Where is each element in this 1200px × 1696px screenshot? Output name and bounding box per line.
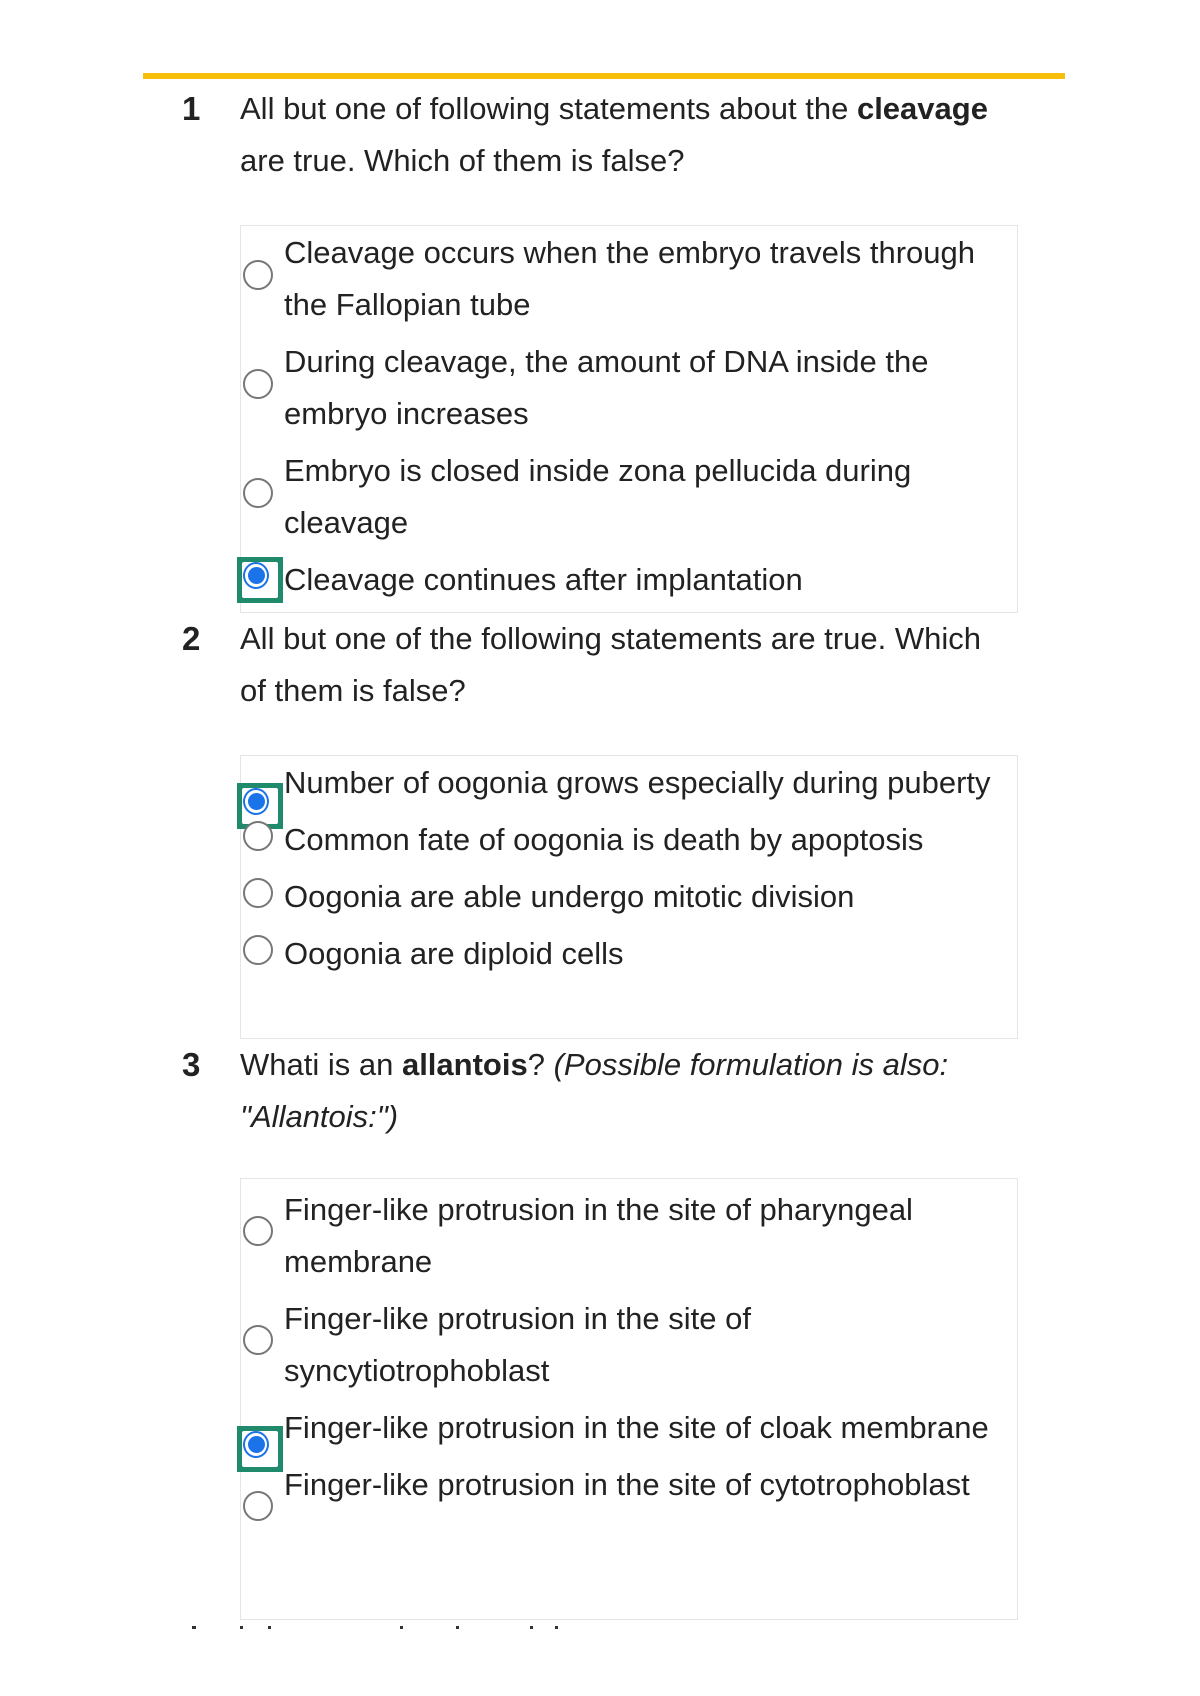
answer-label[interactable]: Finger-like protrusion in the site of pharyngeal membrane — [284, 1192, 913, 1279]
answer-label[interactable]: Oogonia are diploid cells — [284, 936, 624, 971]
question-keyword: allantois — [401, 1047, 528, 1082]
answer-box-3 — [240, 1178, 1018, 1620]
radio-unselected-icon[interactable] — [243, 878, 273, 908]
cutoff-next-question — [180, 1626, 800, 1630]
answer-box-1 — [240, 225, 1018, 613]
radio-unselected-icon[interactable] — [243, 369, 273, 399]
question-text-part: are true. Which of them is false? — [240, 143, 685, 178]
question-number: 1 — [182, 90, 201, 127]
answer-label[interactable]: Common fate of oogonia is death by apoptosis — [284, 822, 924, 857]
radio-unselected-icon[interactable] — [243, 1491, 273, 1521]
radio-unselected-icon[interactable] — [243, 1325, 273, 1355]
radio-unselected-icon[interactable] — [243, 1216, 273, 1246]
answer-label[interactable]: Oogonia are able undergo mitotic division — [284, 879, 855, 914]
answer-option[interactable] — [241, 814, 1017, 866]
question-text-part: All but one of following statements about the — [240, 91, 857, 126]
answer-label[interactable]: Embryo is closed inside zona pellucida during cleavage — [284, 453, 912, 540]
radio-unselected-icon[interactable] — [243, 478, 273, 508]
radio-unselected-icon[interactable] — [243, 260, 273, 290]
answer-option-selected[interactable] — [241, 757, 1017, 809]
answer-option[interactable] — [241, 928, 1017, 980]
question-text-part: ? — [527, 1047, 554, 1082]
answer-label[interactable]: Finger-like protrusion in the site of syncytiotrophoblast — [284, 1301, 751, 1388]
answer-option-selected[interactable] — [241, 554, 1017, 606]
radio-selected-icon[interactable] — [237, 557, 283, 603]
answer-label[interactable]: Cleavage occurs when the embryo travels through the Fallopian tube — [284, 235, 975, 322]
radio-unselected-icon[interactable] — [243, 935, 273, 965]
answer-option[interactable] — [241, 1184, 1017, 1288]
answer-label[interactable]: Number of oogonia grows especially during puberty — [284, 765, 991, 800]
answer-label[interactable]: Finger-like protrusion in the site of cloak membrane — [284, 1410, 989, 1445]
answer-option[interactable] — [241, 871, 1017, 923]
answer-option[interactable] — [241, 445, 1017, 549]
question-number: 2 — [182, 620, 201, 657]
answer-option-selected[interactable] — [241, 1402, 1017, 1454]
answer-option[interactable] — [241, 1459, 1017, 1511]
question-text-part: All but one of the following statements are true. Which of them is false? — [240, 621, 981, 708]
question-text — [240, 613, 1000, 717]
answer-label[interactable]: Finger-like protrusion in the site of cytotrophoblast — [284, 1467, 970, 1502]
answer-box-2 — [240, 755, 1018, 1039]
radio-unselected-icon[interactable] — [243, 821, 273, 851]
answer-label[interactable]: During cleavage, the amount of DNA inside the embryo increases — [284, 344, 929, 431]
answer-option[interactable] — [241, 1293, 1017, 1397]
question-number: 3 — [182, 1046, 201, 1083]
question-hint: (Possible formulation is also: "Allantois:") — [240, 1047, 949, 1134]
question-text-part: Whati is an — [240, 1047, 402, 1082]
answer-label[interactable]: Cleavage continues after implantation — [284, 562, 803, 597]
question-text — [240, 1039, 1000, 1143]
answer-option[interactable] — [241, 227, 1017, 331]
top-accent-bar — [143, 73, 1065, 79]
question-keyword: cleavage — [856, 91, 988, 126]
question-text — [240, 83, 1000, 187]
answer-option[interactable] — [241, 336, 1017, 440]
